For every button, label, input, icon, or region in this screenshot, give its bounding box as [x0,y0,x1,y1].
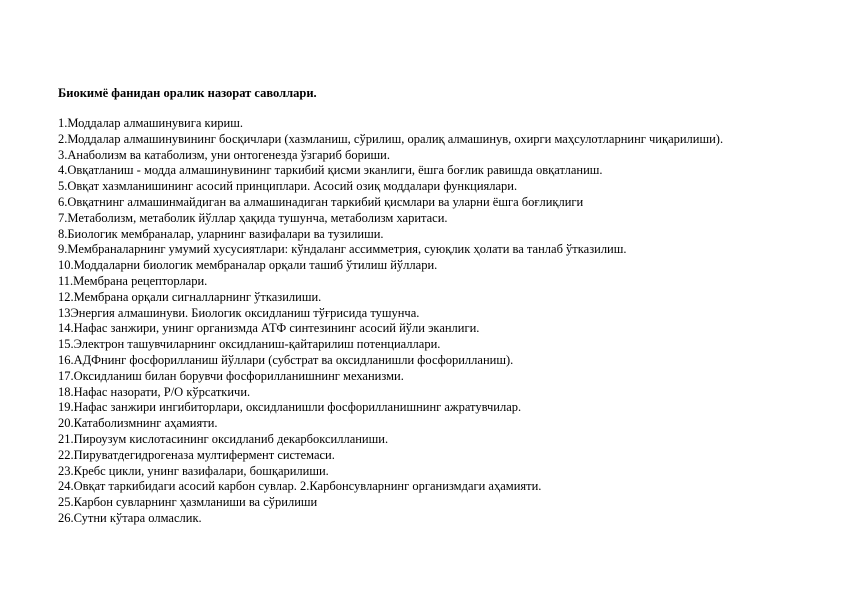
question-item: 3.Анаболизм ва катаболизм, уни онтогенезда ўзгариб бориши. [58,147,390,162]
question-item: 24.Овқат таркибидаги асосий карбон сувлар. 2.Карбонсувларнинг организмдаги аҳамияти. [58,479,542,494]
question-item: 16.АДФнинг фосфорилланиш йўллари (субстрат ва оксидланишли фосфорилланиш). [58,352,514,367]
question-list [58,116,784,527]
question-item: 25.Карбон сувларнинг ҳазмланиши ва сўрилиши [58,495,318,510]
question-item: 22.Пируватдегидрогеназа мултифермент системаси. [58,447,335,462]
question-item: 26.Сутни кўтара олмаслик. [58,510,202,525]
question-item: 2.Моддалар алмашинувининг босқичлари (хазмланиш, сўрилиш, оралиқ алмашинув, охирги маҳсулотларнинг чиқарилиши). [58,131,724,146]
question-item: 19.Нафас занжири ингибиторлари, оксидланишли фосфорилланишнинг ажратувчилар. [58,400,522,415]
question-item: 7.Метаболизм, метаболик йўллар ҳақида тушунча, метаболизм харитаси. [58,210,448,225]
question-item: 23.Кребс цикли, унинг вазифалари, бошқарилиши. [58,463,329,478]
question-item: 14.Нафас занжири, унинг организмда АТФ синтезининг асосий йўли эканлиги. [58,321,480,336]
document-title: Биокимё фанидан оралик назорат саволлари. [58,86,317,100]
question-item: 20.Катаболизмнинг аҳамияти. [58,416,218,431]
question-item: 4.Овқатланиш - модда алмашинувининг таркибий қисми эканлиги, ёшга боғлик равишда овқатланиш. [58,163,603,178]
question-item: 8.Биологик мембраналар, уларнинг вазифалари ва тузилиши. [58,226,384,241]
question-item: 21.Пироузум кислотасининг оксидланиб декарбоксилланиши. [58,431,389,446]
question-item: 9.Мембраналарнинг умумий хусусиятлари: кўндаланг ассимметрия, суюқлик ҳолати ва танлаб ўтказилиш. [58,242,627,257]
question-item: 5.Овқат хазмланишининг асосий принциплари. Асосий озиқ моддалари функциялари. [58,179,518,194]
question-item: 12.Мембрана орқали сигналларнинг ўтказилиши. [58,289,322,304]
question-item: 18.Нафас назорати, Р/О кўрсаткичи. [58,384,251,399]
question-item: 13Энергия алмашинуви. Биологик оксидланиш тўғрисида тушунча. [58,305,420,320]
question-item: 17.Оксидланиш билан борувчи фосфорилланишнинг механизми. [58,368,404,383]
question-item: 11.Мембрана рецепторлари. [58,273,208,288]
question-item: 10.Моддаларни биологик мембраналар орқали ташиб ўтилиш йўллари. [58,258,438,273]
question-item: 1.Моддалар алмашинувига кириш. [58,116,243,130]
question-item: 15.Электрон ташувчиларнинг оксидланиш-қайтарилиш потенциаллари. [58,337,441,352]
question-item: 6.Овқатнинг алмашинмайдиган ва алмашинадиган таркибий қисмлари ва уларни ёшга боғлиқлиги [58,194,584,209]
